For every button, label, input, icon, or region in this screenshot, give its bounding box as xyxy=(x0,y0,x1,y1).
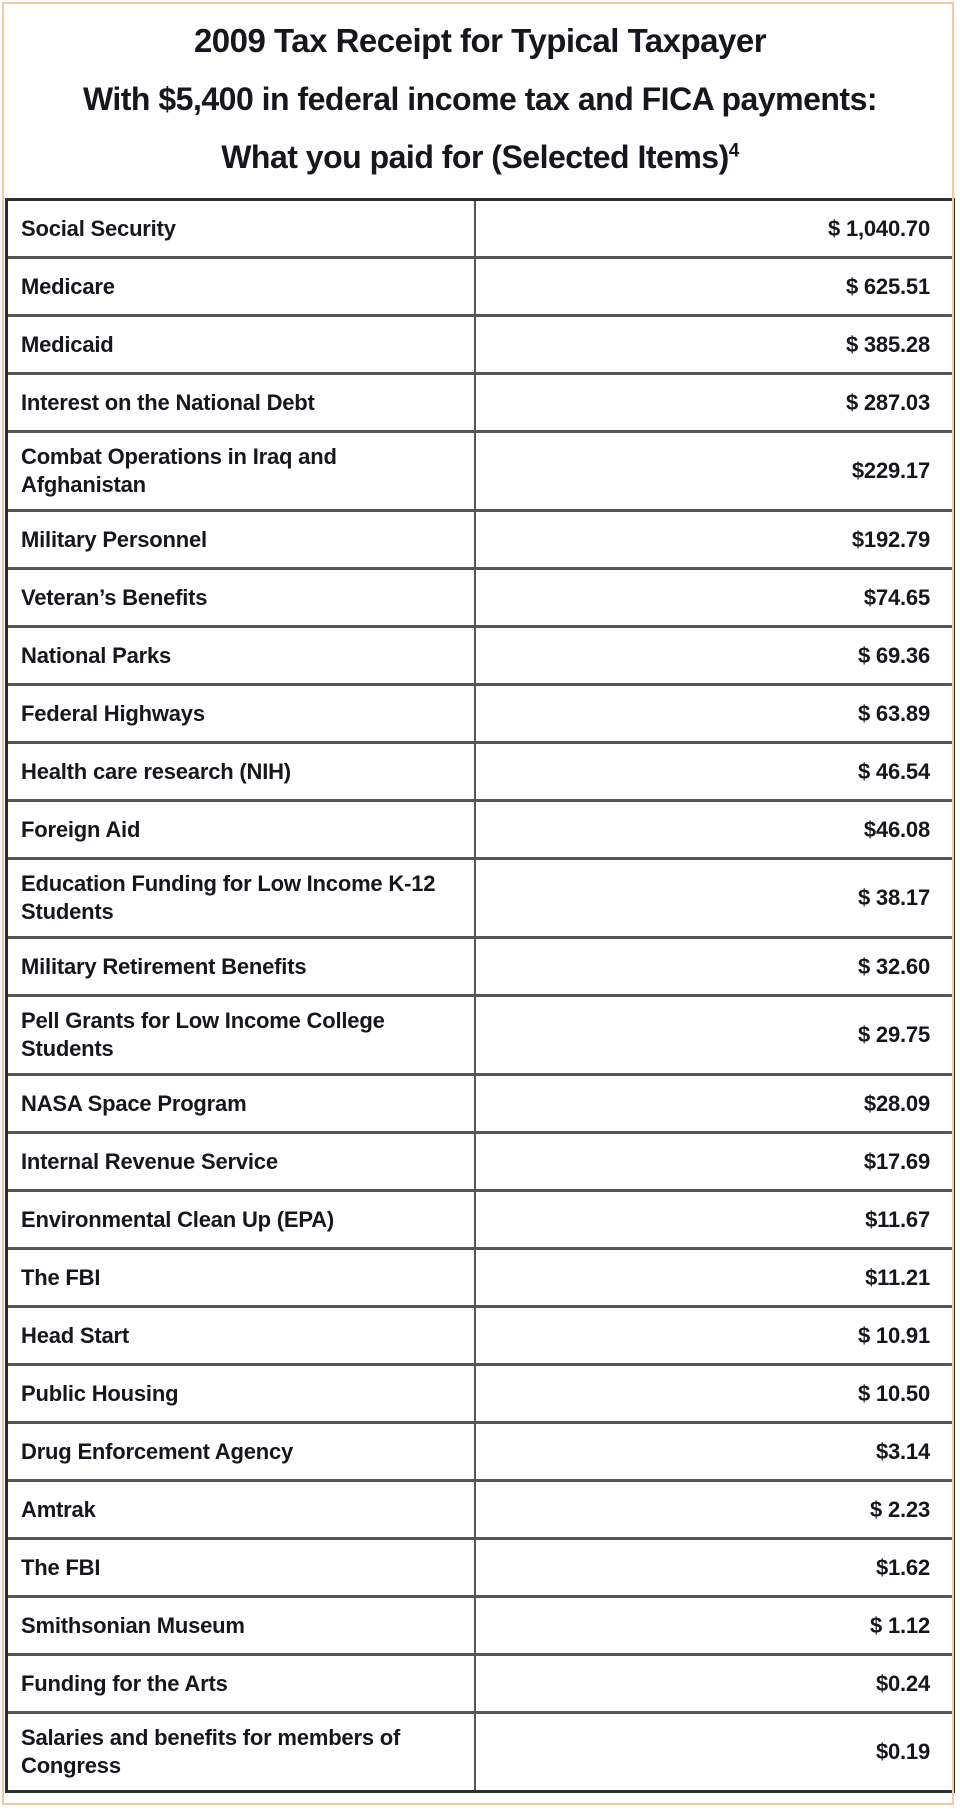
item-amount: $ 63.89 xyxy=(857,700,930,726)
item-amount: $ 10.50 xyxy=(857,1380,930,1406)
item-label: Veteran’s Benefits xyxy=(8,570,476,625)
item-label: Funding for the Arts xyxy=(8,1656,476,1711)
item-label: Medicare xyxy=(8,259,476,314)
item-label: Medicaid xyxy=(8,317,476,372)
item-amount: $ 32.60 xyxy=(857,953,930,979)
item-amount: $28.09 xyxy=(863,1090,930,1116)
item-label: Public Housing xyxy=(8,1366,476,1421)
item-amount: $192.79 xyxy=(851,526,930,552)
item-amount: $229.17 xyxy=(851,458,930,483)
item-label: Pell Grants for Low Income College Students xyxy=(8,997,476,1073)
item-label: Drug Enforcement Agency xyxy=(8,1424,476,1479)
item-amount: $ 38.17 xyxy=(857,885,930,910)
item-amount: $0.24 xyxy=(875,1670,930,1696)
item-label: NASA Space Program xyxy=(8,1076,476,1131)
item-amount: $ 29.75 xyxy=(857,1022,930,1047)
item-label: Environmental Clean Up (EPA) xyxy=(8,1192,476,1247)
item-label: Military Retirement Benefits xyxy=(8,939,476,994)
item-amount: $ 385.28 xyxy=(845,331,930,357)
item-amount: $11.67 xyxy=(865,1206,930,1232)
item-label: Amtrak xyxy=(8,1482,476,1537)
item-amount: $1.62 xyxy=(875,1554,930,1580)
item-amount: $ 10.91 xyxy=(857,1322,930,1348)
item-amount: $3.14 xyxy=(875,1438,930,1464)
item-label: Interest on the National Debt xyxy=(8,375,476,430)
item-amount: $ 2.23 xyxy=(870,1496,930,1522)
item-label: Social Security xyxy=(8,201,476,256)
item-amount: $17.69 xyxy=(863,1148,930,1174)
item-amount: $46.08 xyxy=(863,816,930,842)
item-label: National Parks xyxy=(8,628,476,683)
item-amount: $ 625.51 xyxy=(845,273,930,299)
item-label: Federal Highways xyxy=(8,686,476,741)
item-amount: $ 287.03 xyxy=(845,389,930,415)
item-label: Salaries and benefits for members of Congress xyxy=(8,1714,476,1790)
item-label: Health care research (NIH) xyxy=(8,744,476,799)
item-label: Head Start xyxy=(8,1308,476,1363)
item-label: Combat Operations in Iraq and Afghanistan xyxy=(8,433,476,509)
item-label: Foreign Aid xyxy=(8,802,476,857)
item-amount: $74.65 xyxy=(863,584,930,610)
subtitle-selected-items-text: What you paid for (Selected Items) xyxy=(221,139,729,175)
item-label: Smithsonian Museum xyxy=(8,1598,476,1653)
item-amount: $ 1,040.70 xyxy=(828,215,930,241)
item-amount: $ 46.54 xyxy=(857,758,930,784)
item-label: The FBI xyxy=(8,1250,476,1305)
item-label: Education Funding for Low Income K-12 Students xyxy=(8,860,476,936)
item-label: The FBI xyxy=(8,1540,476,1595)
page-border-frame xyxy=(2,2,954,1805)
item-amount: $0.19 xyxy=(875,1739,930,1764)
footnote-marker: 4 xyxy=(728,140,739,162)
item-amount: $ 1.12 xyxy=(870,1612,930,1638)
subtitle: With $5,400 in federal income tax and FICA payments: xyxy=(82,81,878,117)
item-amount: $11.21 xyxy=(865,1264,930,1290)
item-label: Internal Revenue Service xyxy=(8,1134,476,1189)
page-title: 2009 Tax Receipt for Typical Taxpayer xyxy=(193,22,767,59)
item-amount: $ 69.36 xyxy=(857,642,930,668)
item-label: Military Personnel xyxy=(8,512,476,567)
